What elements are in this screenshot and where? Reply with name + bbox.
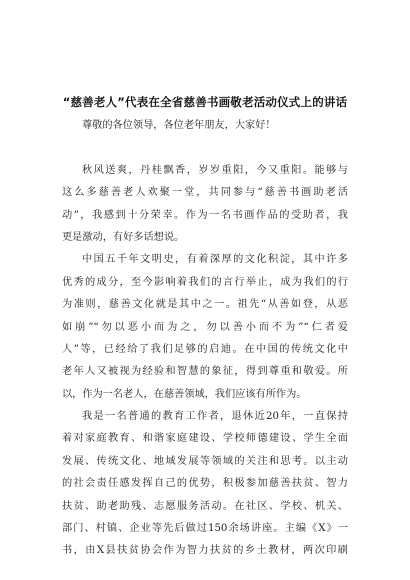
paragraph-line: 的社会责任感发挥自己的优势，积极参加慈善扶贫、智力 [62,478,348,490]
paragraph-line: 这么多慈善老人欢聚一堂，共同参与“慈善书画助老活 [62,187,348,199]
paragraph-line: 人”等，已经给了我们足够的启迪。在中国的传统文化中 [62,343,348,355]
paragraph-line: 为准则，慈善文化就是其中之一。祖先“从善如登，从恶 [62,299,348,311]
speech-body [62,115,348,563]
salutation-line: 尊敬的各位领导，各位老年朋友，大家好！ [82,120,276,131]
paragraph-line: 发展、传统文化、地域发展等领域的关注和思考。以主动 [62,455,348,467]
paragraph-line: 以，作为一名老人，在慈善领域，我们应该有所作为。 [62,388,307,400]
paragraph-line: 着对家庭教育、和谐家庭建设、学校师德建设、学生全面 [62,433,348,445]
paragraph-line: 老年人又被视为经验和智慧的象征，得到尊重和敬爱。所 [62,366,348,378]
paragraph-line: 秋风送爽，丹桂飘香，岁岁重阳，今又重阳。能够与 [82,164,348,176]
paragraph-line: 扶贫、助老助残、志愿服务活动。在社区、学校、机关、 [62,500,348,512]
paragraph-line: 如崩”“勿以恶小而为之，勿以善小而不为”“仁者爱 [62,321,348,333]
paragraph-line: 优秀的成分，至今影响着我们的言行举止，成为我们的行 [62,276,348,288]
paragraph-line: 动”，我感到十分荣幸。作为一名书画作品的受助者，我 [62,209,348,221]
paragraph-line: 中国五千年文明史，有着深厚的文化积淀，其中许多 [82,254,348,266]
speech-title: “慈善老人”代表在全省慈善书画敬老活动仪式上的讲话 [62,95,348,109]
paragraph-line: 部门、村镇、企业等先后做过150余场讲座。主编《X》一 [62,523,348,535]
paragraph-line: 我是一名普通的教育工作者，退休近20年，一直保持 [82,411,348,423]
blank-line [62,137,348,159]
paragraph-line: 更是激动，有好多话想说。 [62,231,185,243]
paragraph-line: 书，由X县扶贫协会作为智力扶贫的乡土教材，两次印刷 [62,545,348,557]
